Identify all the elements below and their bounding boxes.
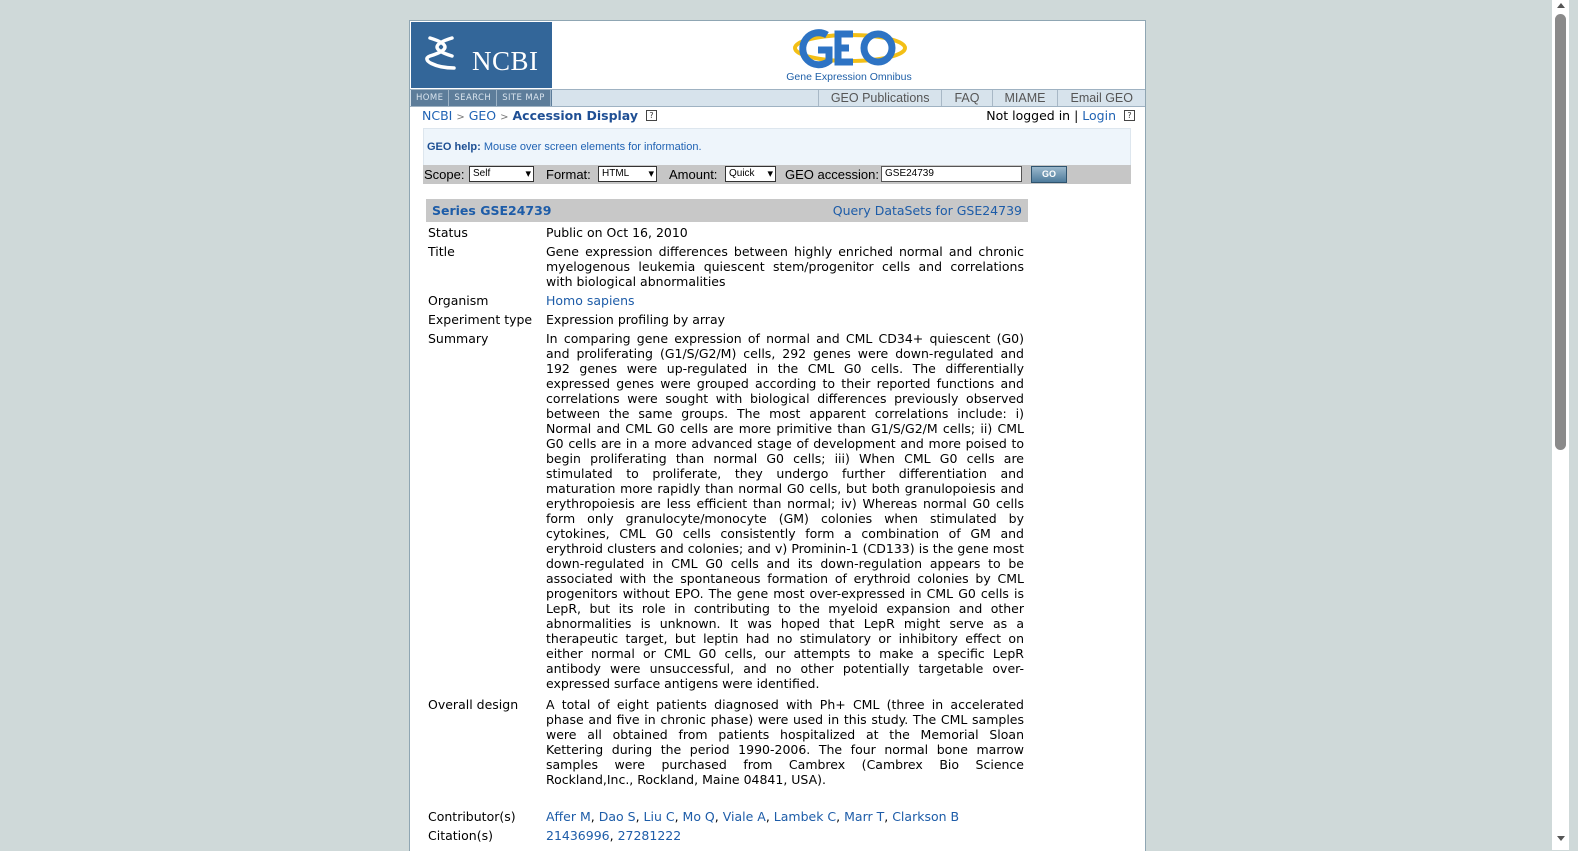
geo-help-label: GEO help: <box>427 141 481 153</box>
contributor-link[interactable]: Clarkson B <box>892 809 960 824</box>
format-select[interactable]: HTML ▾ <box>598 166 657 182</box>
organism-label: Organism <box>428 293 489 308</box>
ncbi-nav <box>411 90 552 106</box>
accession-form <box>423 165 1131 184</box>
geo-logo-icon <box>791 27 909 71</box>
scope-select[interactable]: Self ▾ <box>469 166 534 182</box>
contributors-list: Affer M, Dao S, Liu C, Mo Q, Viale A, Lambek C, Marr T, Clarkson B <box>546 809 960 824</box>
breadcrumb-ncbi[interactable]: NCBI <box>422 108 453 123</box>
amount-label: Amount: <box>669 167 718 182</box>
citations-label: Citation(s) <box>428 828 493 843</box>
help-icon[interactable]: ? <box>1124 110 1135 121</box>
experiment-type-value: Expression profiling by array <box>546 312 726 327</box>
nav-home[interactable]: HOME <box>411 90 449 106</box>
nav-site-map[interactable]: SITE MAP <box>497 90 551 106</box>
summary-value: In comparing gene expression of normal and CML CD34+ quiescent (G0) and proliferating (G1/S/G2/M) cells, 292 genes were down-regulated and 192 genes were up-regulated in the CML G0 cells. The differentially expressed genes were grouped according to their reported functions and correlations were sought with biological differences previously observed between the same groups. The most apparent correlations include: i) Normal and CML G0 cells are more primitive than G1/S/G2/M cells; ii) CML G0 cells are in a more advanced stage of development and more poised to begin proliferating than normal G0 cells; iii) When CML G0 cells are stimulated to proliferate, they undergo further differentiation and maturation more rapidly than normal G0 cells, but both granulopoiesis and erythropoiesis are less efficient than normal; iv) Whereas normal G0 cells form only granulocyte/monocyte (GM) colonies when stimulated by cytokines, CML G0 cells consistently form a combination of GM and erythroid clusters and colonies; and v) Prominin-1 (CD133) is the gene most down-regulated in CML G0 cells and its down-regulation appears to be associated with the spontaneous formation of erythroid colonies by CML progenitors without EPO. The gene most over-expressed in CML G0 cells is LepR, but its role in contributing to the myeloid expansion and other abnormalities is unknown. It was hoped that LepR might serve as a therapeutic target, but leptin had no stimulatory or inhibitory effect on either normal or CML G0 cells, our attempts to make a specific LepR antibody were unsuccessful, and no other potentially targetable over-expressed surface antigens were identified. <box>546 331 1024 691</box>
nav-miame[interactable]: MIAME <box>992 90 1058 106</box>
citation-link[interactable]: 21436996 <box>546 828 610 843</box>
go-button[interactable]: GO <box>1031 166 1067 183</box>
geo-help-text: Mouse over screen elements for information. <box>483 141 702 153</box>
accession-input[interactable]: GSE24739 <box>881 166 1022 182</box>
status-value: Public on Oct 16, 2010 <box>546 225 688 240</box>
citations-list: 21436996, 27281222 <box>546 828 682 843</box>
breadcrumb <box>422 108 657 123</box>
summary-label: Summary <box>428 331 489 346</box>
query-datasets-link[interactable]: Query DataSets for GSE24739 <box>832 203 1022 218</box>
title-value: Gene expression differences between highly enriched normal and chronic myelogenous leukemia quiescent stem/progenitor cells and correlations with biological abnormalities <box>546 244 1024 289</box>
contributor-link[interactable]: Affer M <box>546 809 591 824</box>
scope-label: Scope: <box>424 167 465 182</box>
title-label: Title <box>428 244 455 259</box>
login-status-text: Not logged in <box>986 108 1071 123</box>
help-icon[interactable]: ? <box>646 110 657 121</box>
contributor-link[interactable]: Dao S <box>598 809 636 824</box>
geo-help-box <box>423 128 1131 166</box>
login-status: Not logged in | Login ? <box>986 108 1135 123</box>
geo-subtitle: Gene Expression Omnibus <box>786 71 912 83</box>
contributor-link[interactable]: Viale A <box>722 809 766 824</box>
contributor-link[interactable]: Liu C <box>643 809 675 824</box>
dna-helix-icon <box>424 34 460 72</box>
scroll-up-icon[interactable] <box>1557 3 1565 8</box>
series-title: Series GSE24739 <box>432 203 552 218</box>
top-nav-bar <box>410 89 1145 107</box>
overall-design-label: Overall design <box>428 697 519 712</box>
page-container <box>409 20 1146 851</box>
ncbi-wordmark: NCBI <box>472 46 539 76</box>
contributor-link[interactable]: Marr T <box>844 809 885 824</box>
contributors-label: Contributor(s) <box>428 809 516 824</box>
login-link[interactable]: Login <box>1082 108 1117 123</box>
contributor-link[interactable]: Lambek C <box>773 809 837 824</box>
scrollbar-thumb[interactable] <box>1555 14 1566 450</box>
nav-email-geo[interactable]: Email GEO <box>1057 90 1145 106</box>
overall-design-value: A total of eight patients diagnosed with Ph+ CML (three in accelerated phase and five in chronic phase) were used in this study. The CML samples were all obtained from patients hospitalized at the Memorial Sloan Kettering during the period 1990-2006. The four normal bone marrow samples were purchased from Cambrex (Cambrex Bio Science Rockland,Inc., Rockland, Maine 04841, USA). <box>546 697 1024 787</box>
nav-search[interactable]: SEARCH <box>449 90 497 106</box>
series-header <box>426 199 1028 222</box>
amount-select[interactable]: Quick ▾ <box>725 166 776 182</box>
nav-geo-publications[interactable]: GEO Publications <box>818 90 942 106</box>
breadcrumb-geo[interactable]: GEO <box>468 108 497 123</box>
breadcrumb-current: Accession Display <box>512 108 639 123</box>
breadcrumb-separator: > <box>456 112 465 123</box>
geo-logo[interactable] <box>553 21 1145 88</box>
ncbi-logo[interactable] <box>411 22 552 88</box>
scroll-down-icon[interactable] <box>1557 836 1565 841</box>
geo-nav <box>818 90 1145 106</box>
contributor-link[interactable]: Mo Q <box>682 809 715 824</box>
vertical-scrollbar[interactable] <box>1552 0 1569 850</box>
status-label: Status <box>428 225 468 240</box>
breadcrumb-separator: > <box>500 112 509 123</box>
nav-faq[interactable]: FAQ <box>941 90 991 106</box>
format-label: Format: <box>546 167 591 182</box>
experiment-type-label: Experiment type <box>428 312 533 327</box>
accession-label: GEO accession: <box>785 167 879 182</box>
citation-link[interactable]: 27281222 <box>617 828 682 843</box>
organism-link[interactable]: Homo sapiens <box>546 293 635 308</box>
